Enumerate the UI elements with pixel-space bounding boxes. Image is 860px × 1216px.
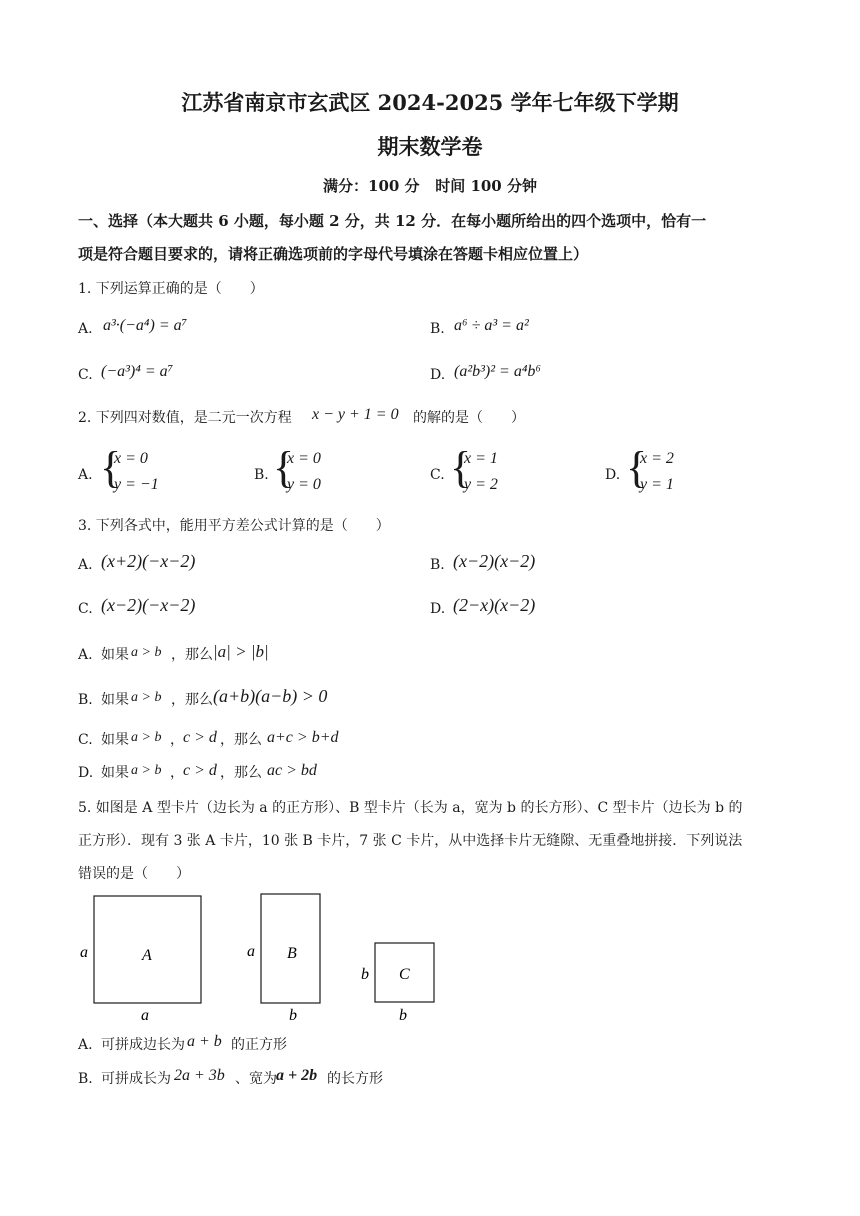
q2-option-a-label: A. [78, 467, 93, 483]
q4-option-c-mid: ，那么 [220, 732, 262, 748]
brace-icon: { [626, 443, 648, 492]
brace-icon: { [273, 443, 295, 492]
q4-option-a-label: A. [78, 647, 93, 663]
q4-option-d-mid: ，那么 [220, 765, 262, 781]
q5-option-b-expr1: 2a + 3b [174, 1067, 225, 1084]
q2-option-b-eq1: x = 0 [287, 450, 321, 467]
q4-option-a-result: |a| > |b| [213, 642, 269, 661]
section-heading-line2: 项是符合题目要求的，请将正确选项前的字母代号填涂在答题卡相应位置上） [78, 245, 589, 263]
q2-option-d-label: D. [605, 467, 621, 483]
q2-option-a-eq2: y = −1 [114, 476, 159, 493]
card-b-side-left: a [247, 943, 255, 960]
q4-option-c-cond2: c > d [183, 729, 217, 746]
brace-icon: { [450, 443, 472, 492]
q2-option-c-label: C. [430, 467, 445, 483]
q4-option-c-result: a+c > b+d [267, 729, 339, 746]
q1-option-d: (a²b³)² = a⁴b⁶ [454, 363, 541, 380]
q4-option-d-result: ac > bd [267, 762, 317, 779]
q4-option-b-pre: 如果 [101, 692, 129, 708]
page-title-line2: 期末数学卷 [377, 134, 483, 159]
q3-option-a-label: A. [78, 557, 93, 573]
q3-option-d: (2−x)(x−2) [453, 595, 536, 615]
q2-option-c-system [450, 443, 530, 498]
q3-option-a: (x+2)(−x−2) [101, 551, 196, 571]
exam-meta: 满分：100 分 时间 100 分钟 [323, 177, 537, 195]
card-c-label: C [399, 966, 410, 983]
q2-option-b-system [273, 443, 353, 498]
q4-option-c-cond: a > b [131, 730, 162, 745]
q2-option-a-eq1: x = 0 [114, 450, 148, 467]
q3-option-b: (x−2)(x−2) [453, 551, 536, 571]
q5-option-a-pre: 可拼成边长为 [101, 1037, 185, 1053]
q4-option-d-sep: ， [170, 765, 184, 781]
q4-option-d-cond: a > b [131, 763, 162, 778]
q4-option-c-pre: 如果 [101, 732, 129, 748]
q5-option-b-mid: 、宽为 [235, 1071, 277, 1087]
card-c-side-left: b [361, 966, 369, 983]
q5-stem-line2: 正方形）．现有 3 张 A 卡片，10 张 B 卡片，7 张 C 卡片，从中选择卡片无缝隙、无重叠地拼接．下列说法 [78, 833, 743, 849]
page-title-line1: 江苏省南京市玄武区 2024-2025 学年七年级下学期 [181, 90, 679, 115]
q2-stem-equation: x − y + 1 = 0 [312, 406, 399, 423]
q2-option-a-system [100, 443, 180, 498]
card-a-side-bottom: a [141, 1007, 149, 1024]
q4-option-c-sep: ， [170, 732, 184, 748]
section-heading-line1: 一、选择（本大题共 6 小题，每小题 2 分，共 12 分．在每小题所给出的四个选项中，恰有一 [78, 212, 707, 230]
q5-stem-line1: 5. 如图是 A 型卡片（边长为 a 的正方形）、B 型卡片（长为 a，宽为 b 的长方形）、C 型卡片（边长为 b 的 [78, 800, 743, 816]
q5-option-b-pre: 可拼成长为 [101, 1071, 171, 1087]
q2-option-c-eq2: y = 2 [464, 476, 498, 493]
card-figure [70, 888, 450, 1028]
q4-option-a-mid: ，那么 [171, 647, 213, 663]
q4-option-d-cond2: c > d [183, 762, 217, 779]
q5-stem-line3: 错误的是（ ） [78, 866, 190, 882]
q1-option-c-label: C. [78, 367, 93, 383]
q4-option-d-pre: 如果 [101, 765, 129, 781]
q4-option-a-pre: 如果 [101, 647, 129, 663]
q2-option-d-eq2: y = 1 [640, 476, 674, 493]
q5-option-a-post: 的正方形 [231, 1037, 287, 1053]
card-b-label: B [287, 945, 297, 962]
q4-option-c-label: C. [78, 732, 93, 748]
q5-option-b-label: B. [78, 1071, 93, 1087]
q2-stem-post: 的解的是（ ） [413, 410, 525, 426]
q4-option-b-label: B. [78, 692, 93, 708]
q3-option-c-label: C. [78, 601, 93, 617]
q2-option-b-eq2: y = 0 [287, 476, 321, 493]
q5-option-a-label: A. [78, 1037, 93, 1053]
q1-option-b-label: B. [430, 321, 445, 337]
q2-option-d-system [626, 443, 706, 498]
q2-option-d-eq1: x = 2 [640, 450, 674, 467]
q4-option-d-label: D. [78, 765, 94, 781]
q2-option-b-label: B. [254, 467, 269, 483]
q5-option-a-expr: a + b [187, 1033, 222, 1050]
q4-option-b-cond: a > b [131, 690, 162, 705]
q1-option-a: a³·(−a⁴) = a⁷ [103, 317, 188, 334]
q2-stem-pre: 2. 下列四对数值，是二元一次方程 [78, 410, 292, 426]
q4-option-b-mid: ，那么 [171, 692, 213, 708]
card-a-label: A [142, 947, 152, 964]
q5-option-b-post: 的长方形 [327, 1071, 383, 1087]
q5-option-b-expr2: a + 2b [276, 1067, 318, 1084]
q3-option-b-label: B. [430, 557, 445, 573]
q3-option-c: (x−2)(−x−2) [101, 595, 196, 615]
card-a-side-left: a [80, 944, 88, 961]
q1-option-c: (−a³)⁴ = a⁷ [101, 363, 174, 380]
q1-option-d-label: D. [430, 367, 446, 383]
q1-stem: 1. 下列运算正确的是（ ） [78, 281, 264, 297]
card-b-side-bottom: b [289, 1007, 297, 1024]
q1-option-a-label: A. [78, 321, 93, 337]
q4-option-a-cond: a > b [131, 645, 162, 660]
q3-stem: 3. 下列各式中，能用平方差公式计算的是（ ） [78, 518, 390, 534]
q1-option-b: a⁶ ÷ a³ = a² [454, 317, 529, 334]
brace-icon: { [100, 443, 122, 492]
q4-option-b-result: (a+b)(a−b) > 0 [213, 686, 328, 706]
q3-option-d-label: D. [430, 601, 446, 617]
q2-option-c-eq1: x = 1 [464, 450, 498, 467]
card-c-side-bottom: b [399, 1007, 407, 1024]
